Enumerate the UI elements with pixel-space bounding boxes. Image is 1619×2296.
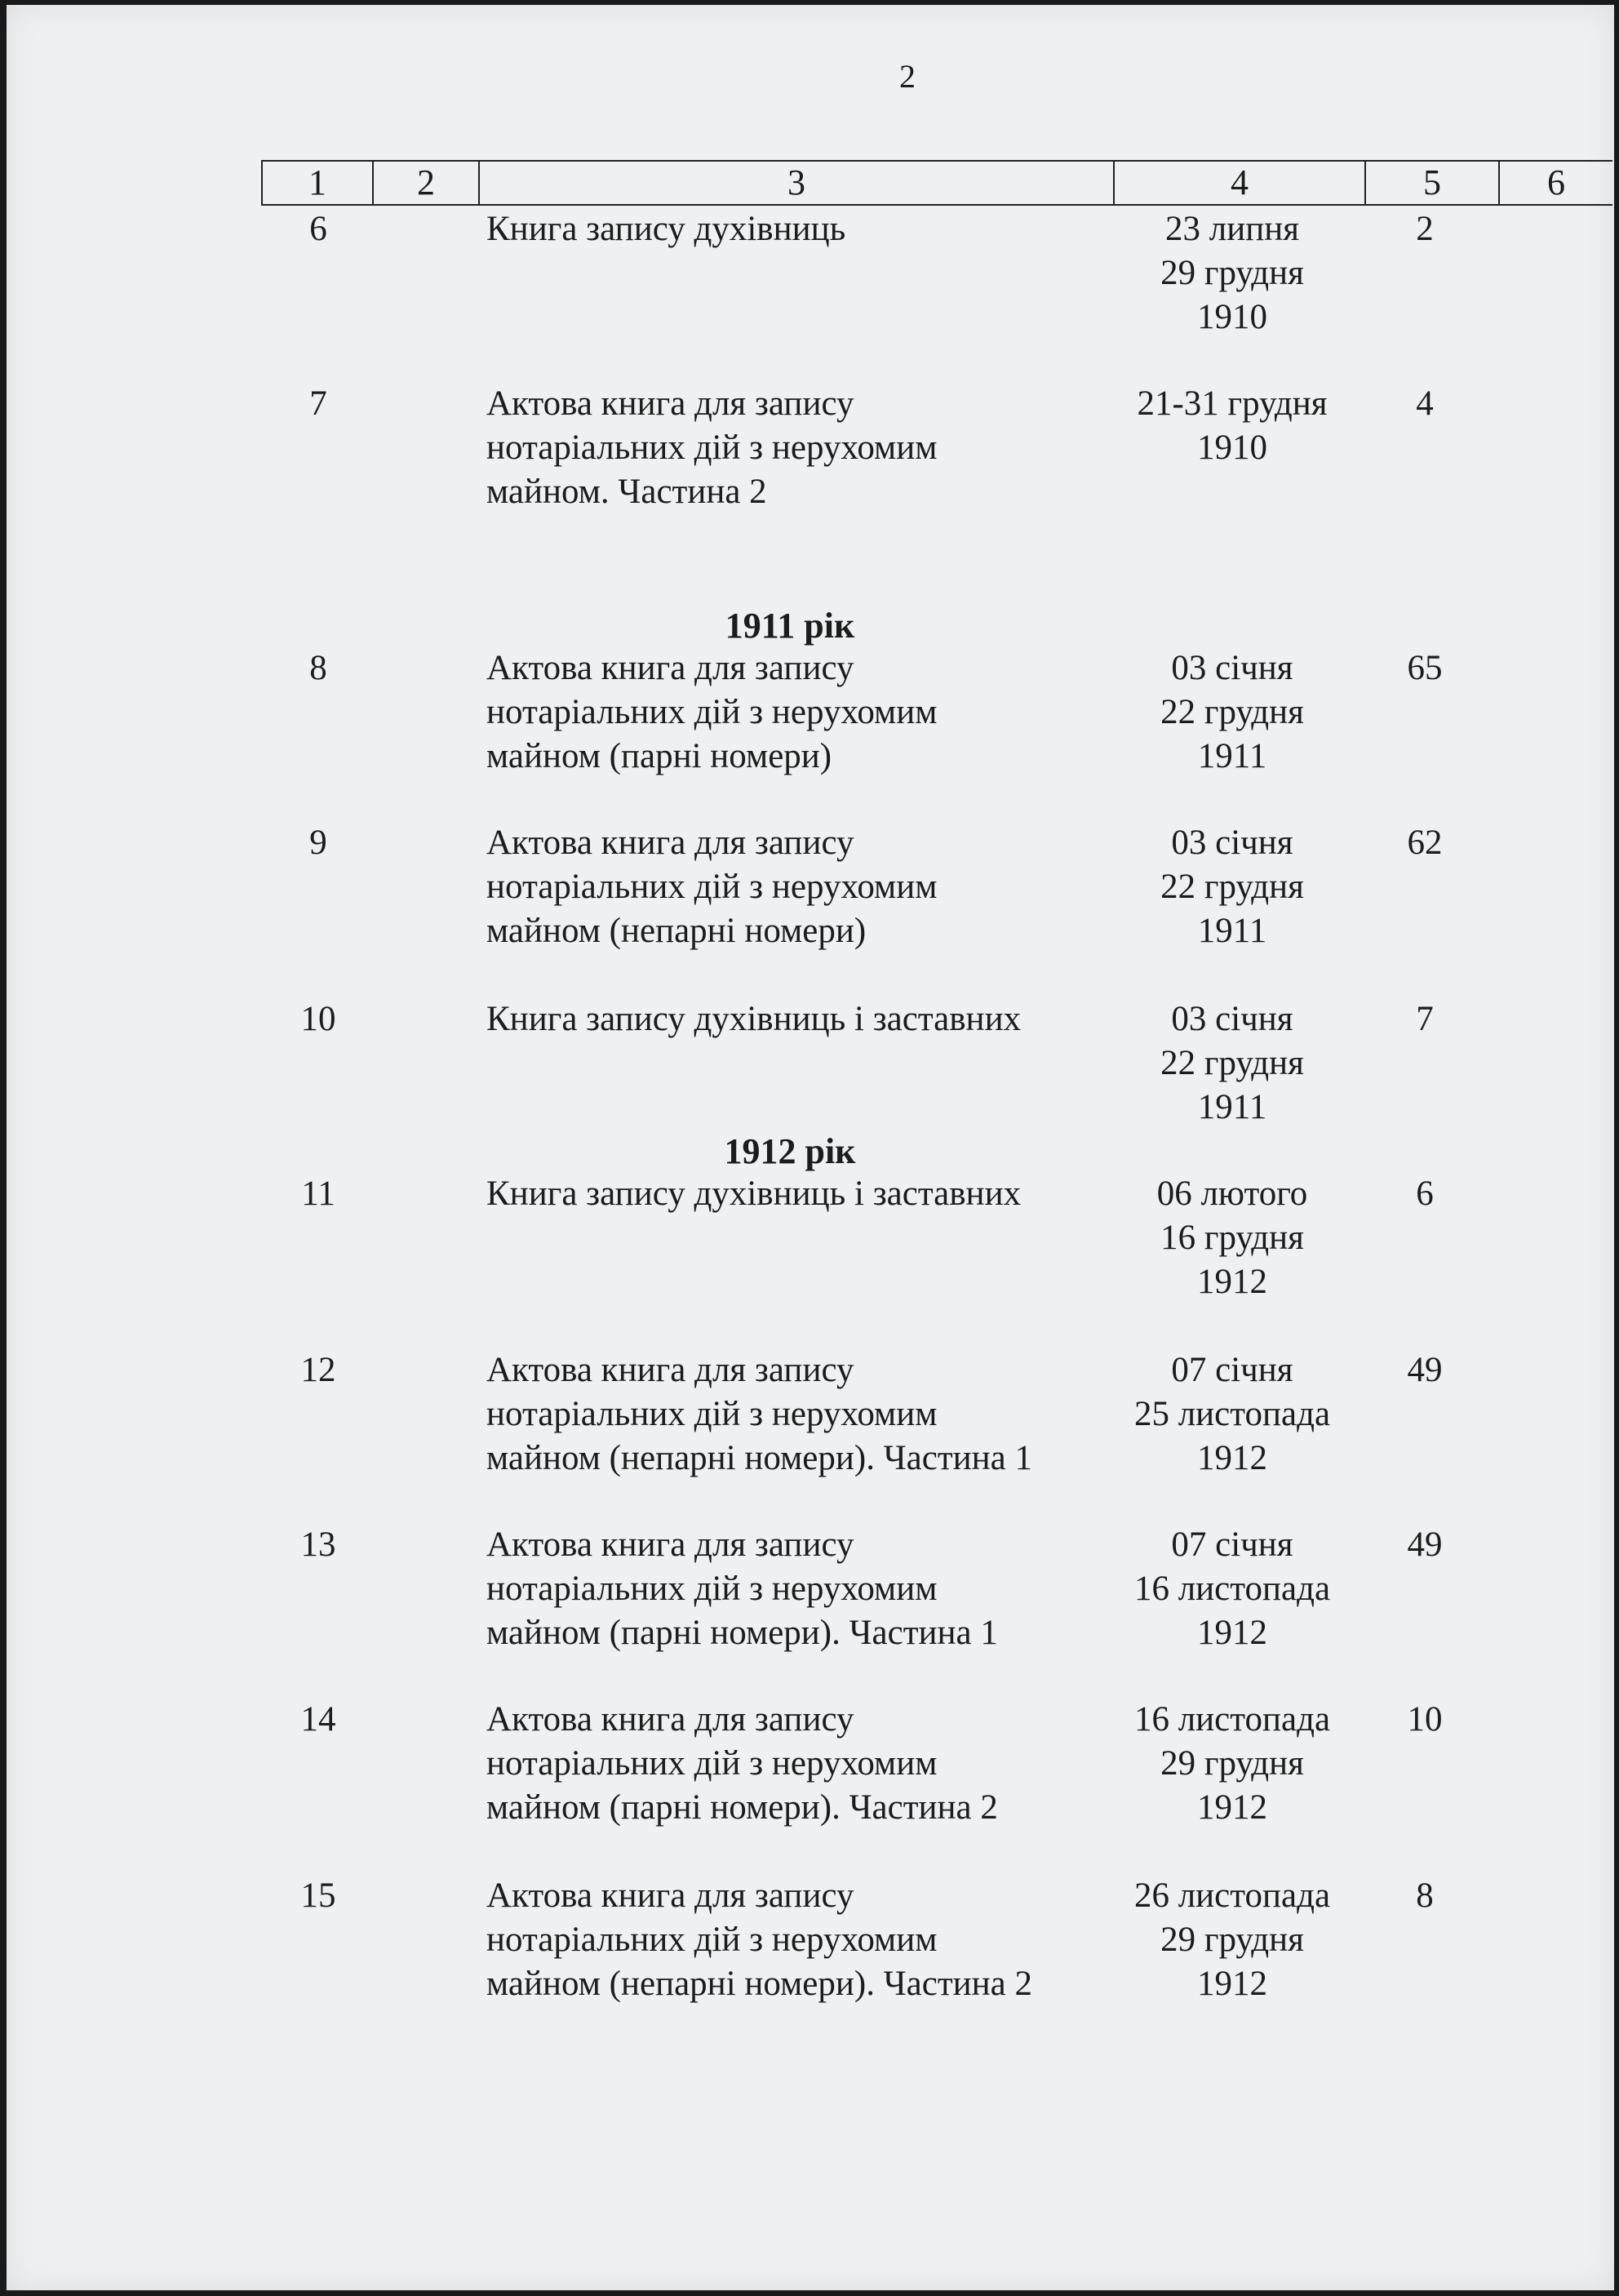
column-header: 3 xyxy=(479,161,1114,205)
row-number: 14 xyxy=(300,1700,336,1739)
row-number: 11 xyxy=(301,1175,335,1213)
row-dates: 26 листопада 29 грудня 1912 xyxy=(1133,1876,1331,2003)
row-count: 49 xyxy=(1407,1351,1443,1389)
column-header: 2 xyxy=(373,161,479,205)
row-title: Книга запису духівниць і заставних xyxy=(486,1175,1022,1213)
row-title: Актова книга для запису нотаріальних дій з нерухомим майном (парні номери). Частина 2 xyxy=(486,1700,998,1827)
row-dates: 03 січня 22 грудня 1911 xyxy=(1160,824,1304,950)
row-title: Актова книга для запису нотаріальних дій з нерухомим майном (парні номери). Частина 1 xyxy=(486,1525,998,1652)
row-number: 7 xyxy=(309,384,327,423)
row-count: 65 xyxy=(1407,649,1443,687)
row-number: 9 xyxy=(309,824,327,862)
row-dates: 03 січня 22 грудня 1911 xyxy=(1160,649,1304,775)
row-title: Актова книга для запису нотаріальних дій з нерухомим майном (парні номери) xyxy=(486,649,938,775)
row-dates: 03 січня 22 грудня 1911 xyxy=(1160,1000,1304,1126)
row-title: Актова книга для запису нотаріальних дій з нерухомим майном (непарні номери). Частина 2 xyxy=(486,1876,1032,2003)
row-number: 8 xyxy=(309,649,327,687)
row-number: 13 xyxy=(300,1525,336,1564)
row-count: 8 xyxy=(1416,1876,1434,1915)
row-count: 49 xyxy=(1407,1525,1443,1564)
row-dates: 23 липня 29 грудня 1910 xyxy=(1160,210,1304,336)
row-count: 2 xyxy=(1416,210,1434,248)
row-count: 4 xyxy=(1416,384,1434,423)
row-title: Актова книга для запису нотаріальних дій з нерухомим майном. Частина 2 xyxy=(486,384,938,511)
row-dates: 21-31 грудня 1910 xyxy=(1137,384,1328,467)
row-number: 15 xyxy=(300,1876,336,1915)
document-page xyxy=(7,5,1614,2290)
column-header: 1 xyxy=(262,161,373,205)
row-count: 6 xyxy=(1416,1175,1434,1213)
row-title: Книга запису духівниць xyxy=(486,210,846,248)
row-number: 10 xyxy=(300,1000,336,1038)
row-dates: 06 лютого 16 грудня 1912 xyxy=(1156,1175,1308,1301)
column-header: 6 xyxy=(1499,161,1612,205)
row-count: 10 xyxy=(1407,1700,1443,1739)
page-number: 2 xyxy=(899,58,916,95)
row-dates: 07 січня 16 листопада 1912 xyxy=(1133,1525,1331,1652)
column-header: 4 xyxy=(1114,161,1365,205)
column-header-row xyxy=(262,161,1612,205)
year-heading: 1912 рік xyxy=(724,1131,856,1171)
row-title: Книга запису духівниць і заставних xyxy=(486,1000,1022,1038)
row-title: Актова книга для запису нотаріальних дій з нерухомим майном (непарні номери) xyxy=(486,824,938,950)
row-number: 12 xyxy=(300,1351,336,1389)
row-count: 7 xyxy=(1416,1000,1434,1038)
row-number: 6 xyxy=(309,210,327,248)
row-title: Актова книга для запису нотаріальних дій з нерухомим майном (непарні номери). Частина 1 xyxy=(486,1351,1032,1477)
column-header: 5 xyxy=(1365,161,1499,205)
row-count: 62 xyxy=(1407,824,1443,862)
column-header-table xyxy=(261,160,1612,206)
row-dates: 16 листопада 29 грудня 1912 xyxy=(1133,1700,1331,1827)
year-heading: 1911 рік xyxy=(725,606,855,646)
row-dates: 07 січня 25 листопада 1912 xyxy=(1133,1351,1331,1477)
